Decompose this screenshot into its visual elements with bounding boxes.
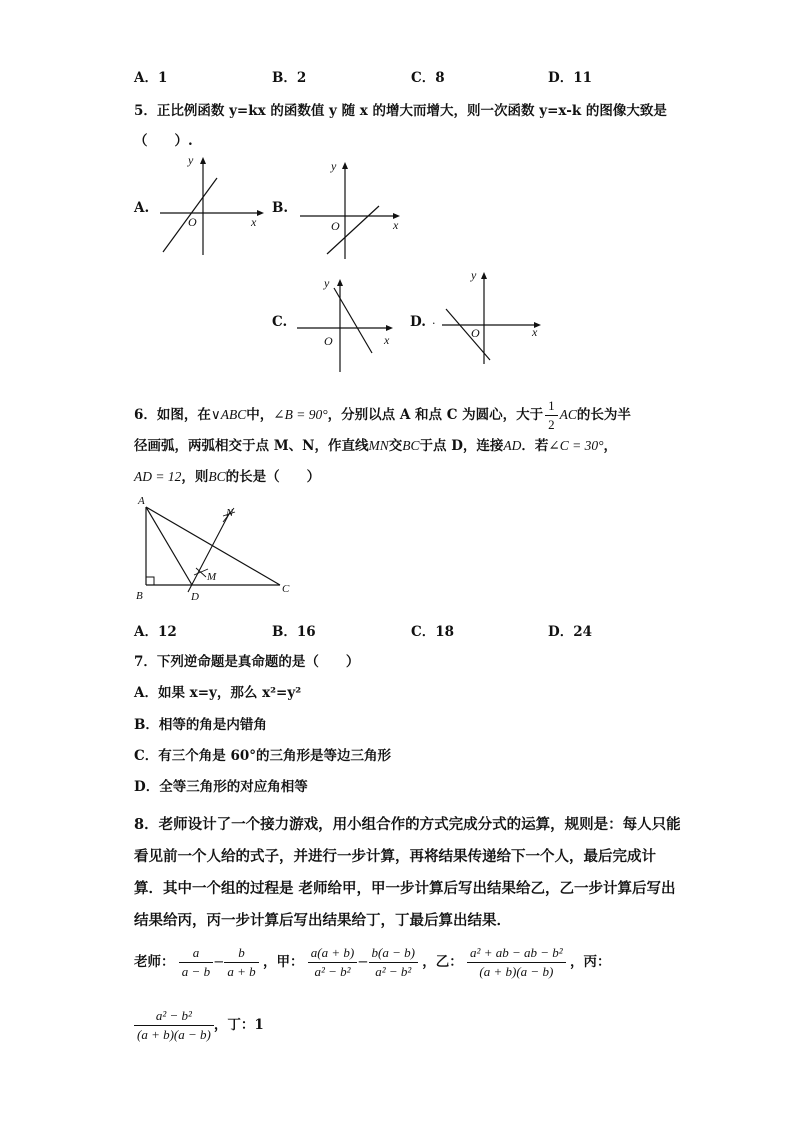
q5-stem-line2: （ ）. [134,133,193,149]
q5-label-b: B. [272,200,289,216]
q4-option-c: C．8 [411,70,445,86]
x-arrow [386,325,393,331]
jia-fraction-1 [308,945,357,980]
q6-line2 [134,434,617,454]
origin-label: O [331,219,340,233]
q8-bing-label: ，丙： [569,954,611,970]
y-arrow [337,279,343,286]
label-d: D [191,591,199,603]
q6-option-b: B．16 [272,624,316,640]
q8-expressions [134,945,610,980]
q5-graph-c [294,272,404,376]
q6-text: 交 [388,438,403,454]
bing-fraction [134,1008,214,1043]
q4-option-a: A．1 [134,70,168,86]
q6-text: 的长是（ ） [225,469,321,485]
fraction-numerator: a² + ab − ab − b² [467,945,566,963]
label-n: N [226,507,234,519]
yi-fraction [467,945,566,980]
q5-label-d: D. [410,314,426,330]
q8-line4: 结果给丙，丙一步计算后写出结果给丁，丁最后算出结果． [134,912,511,929]
q6-angle-c: ∠C = 30° [548,438,604,453]
q6-line1 [134,398,631,433]
fraction-denominator: (a + b)(a − b) [479,964,554,979]
q5-graph-a [155,152,270,260]
x-label: x [251,215,257,229]
fraction-numerator: a [179,945,213,963]
minus-sign: − [213,954,225,970]
jia-fraction-2 [369,945,418,980]
q6-text: 径画弧，两弧相交于点 M、N，作直线 [134,438,369,454]
q5-label-c: C. [272,314,288,330]
q6-ad-12: AD = 12 [134,469,182,484]
q8-line2: 看见前一个人给的式子，并进行一步计算，再将结果传递给下一个人，最后完成计 [134,848,656,865]
fraction-denominator: a² − b² [314,964,351,979]
label-b: B [136,590,143,602]
x-label: x [532,325,538,339]
q6-line3 [134,465,320,485]
fraction-denominator: a − b [181,964,211,979]
q6-ad: AD [503,438,522,453]
q6-bc: BC [402,438,420,453]
q5-graph-b [297,157,407,265]
q6-figure [132,492,302,607]
q5-stem-line1: 5．正比例函数 y=kx 的函数值 y 随 x 的增大而增大，则一次函数 y=x-k 的图像大致是 [134,103,667,119]
q5-graph-d [440,265,548,367]
y-arrow [342,162,348,169]
right-angle-mark [146,577,154,585]
q6-text: 6．如图，在 [134,407,211,423]
teacher-fraction-2 [224,945,258,980]
origin-label: O [471,326,480,340]
x-arrow [257,210,264,216]
label-m: M [207,571,217,583]
q8-teacher-label: 老师： [134,954,175,970]
q7-option-d: D．全等三角形的对应角相等 [134,779,308,795]
y-label: y [331,159,337,173]
q7-stem: 7．下列逆命题是真命题的是（ ） [134,654,360,670]
q6-text: ．若 [521,438,549,454]
fraction-numerator: a² − b² [134,1008,214,1026]
q4-option-b: B．2 [272,70,307,86]
q8-jia-label: ，甲： [262,954,304,970]
q7-option-c: C．有三个角是 60°的三角形是等边三角形 [134,748,391,764]
y-label: y [471,268,477,282]
y-label: y [324,276,330,290]
q6-triangle: ∨ABC [210,407,247,422]
q6-text: 于点 D，连接 [419,438,504,454]
fraction-denominator: a + b [227,964,256,979]
x-label: x [393,218,399,232]
x-label: x [384,333,390,347]
q6-angle-b: ∠B = 90° [273,407,328,422]
origin-label: O [188,215,197,229]
q6-mn: MN [368,438,389,453]
q6-option-c: C．18 [411,624,455,640]
label-c: C [282,583,290,595]
q6-text: ，分别以点 A 和点 C 为圆心，大于 [327,407,544,423]
q6-text: 的长为半 [576,407,631,423]
q5-label-a: A. [134,200,150,216]
q6-text: ， [603,438,617,454]
fraction-numerator: b(a − b) [369,945,418,963]
q8-line1: 8．老师设计了一个接力游戏，用小组合作的方式完成分式的运算，规则是：每人只能 [134,816,681,833]
q6-ac: AC [559,407,577,422]
y-arrow [200,157,206,164]
q8-line3: 算．其中一个组的过程是 老师给甲，甲一步计算后写出结果给乙，乙一步计算后写出 [134,880,676,897]
teacher-fraction-1 [179,945,213,980]
q8-yi-label: ，乙： [422,954,463,970]
q6-text: ，则 [181,469,209,485]
origin-label: O [324,334,333,348]
minus-sign: − [357,954,369,970]
fraction-denominator: 2 [548,417,555,432]
q8-ding-label: ，丁：1 [213,1017,264,1033]
fraction-denominator: (a + b)(a − b) [137,1027,211,1042]
q7-option-a: A．如果 x=y，那么 x²=y² [134,685,302,701]
q6-option-a: A．12 [134,624,177,640]
segment-ad [146,507,192,585]
q7-option-b: B．相等的角是内错角 [134,717,267,733]
fraction-denominator: a² − b² [375,964,412,979]
graph-line [446,309,490,360]
y-label: y [188,153,194,167]
fraction-numerator: b [224,945,258,963]
label-a: A [138,495,145,507]
y-arrow [481,272,487,279]
q6-text: 中， [246,407,274,423]
fraction-numerator: a(a + b) [308,945,357,963]
q6-bc: BC [208,469,226,484]
q6-half-fraction [545,398,558,433]
fraction-numerator: 1 [545,398,558,416]
q6-option-d: D．24 [548,624,592,640]
q4-option-d: D．11 [548,70,592,86]
q8-expressions-2 [134,1008,264,1043]
